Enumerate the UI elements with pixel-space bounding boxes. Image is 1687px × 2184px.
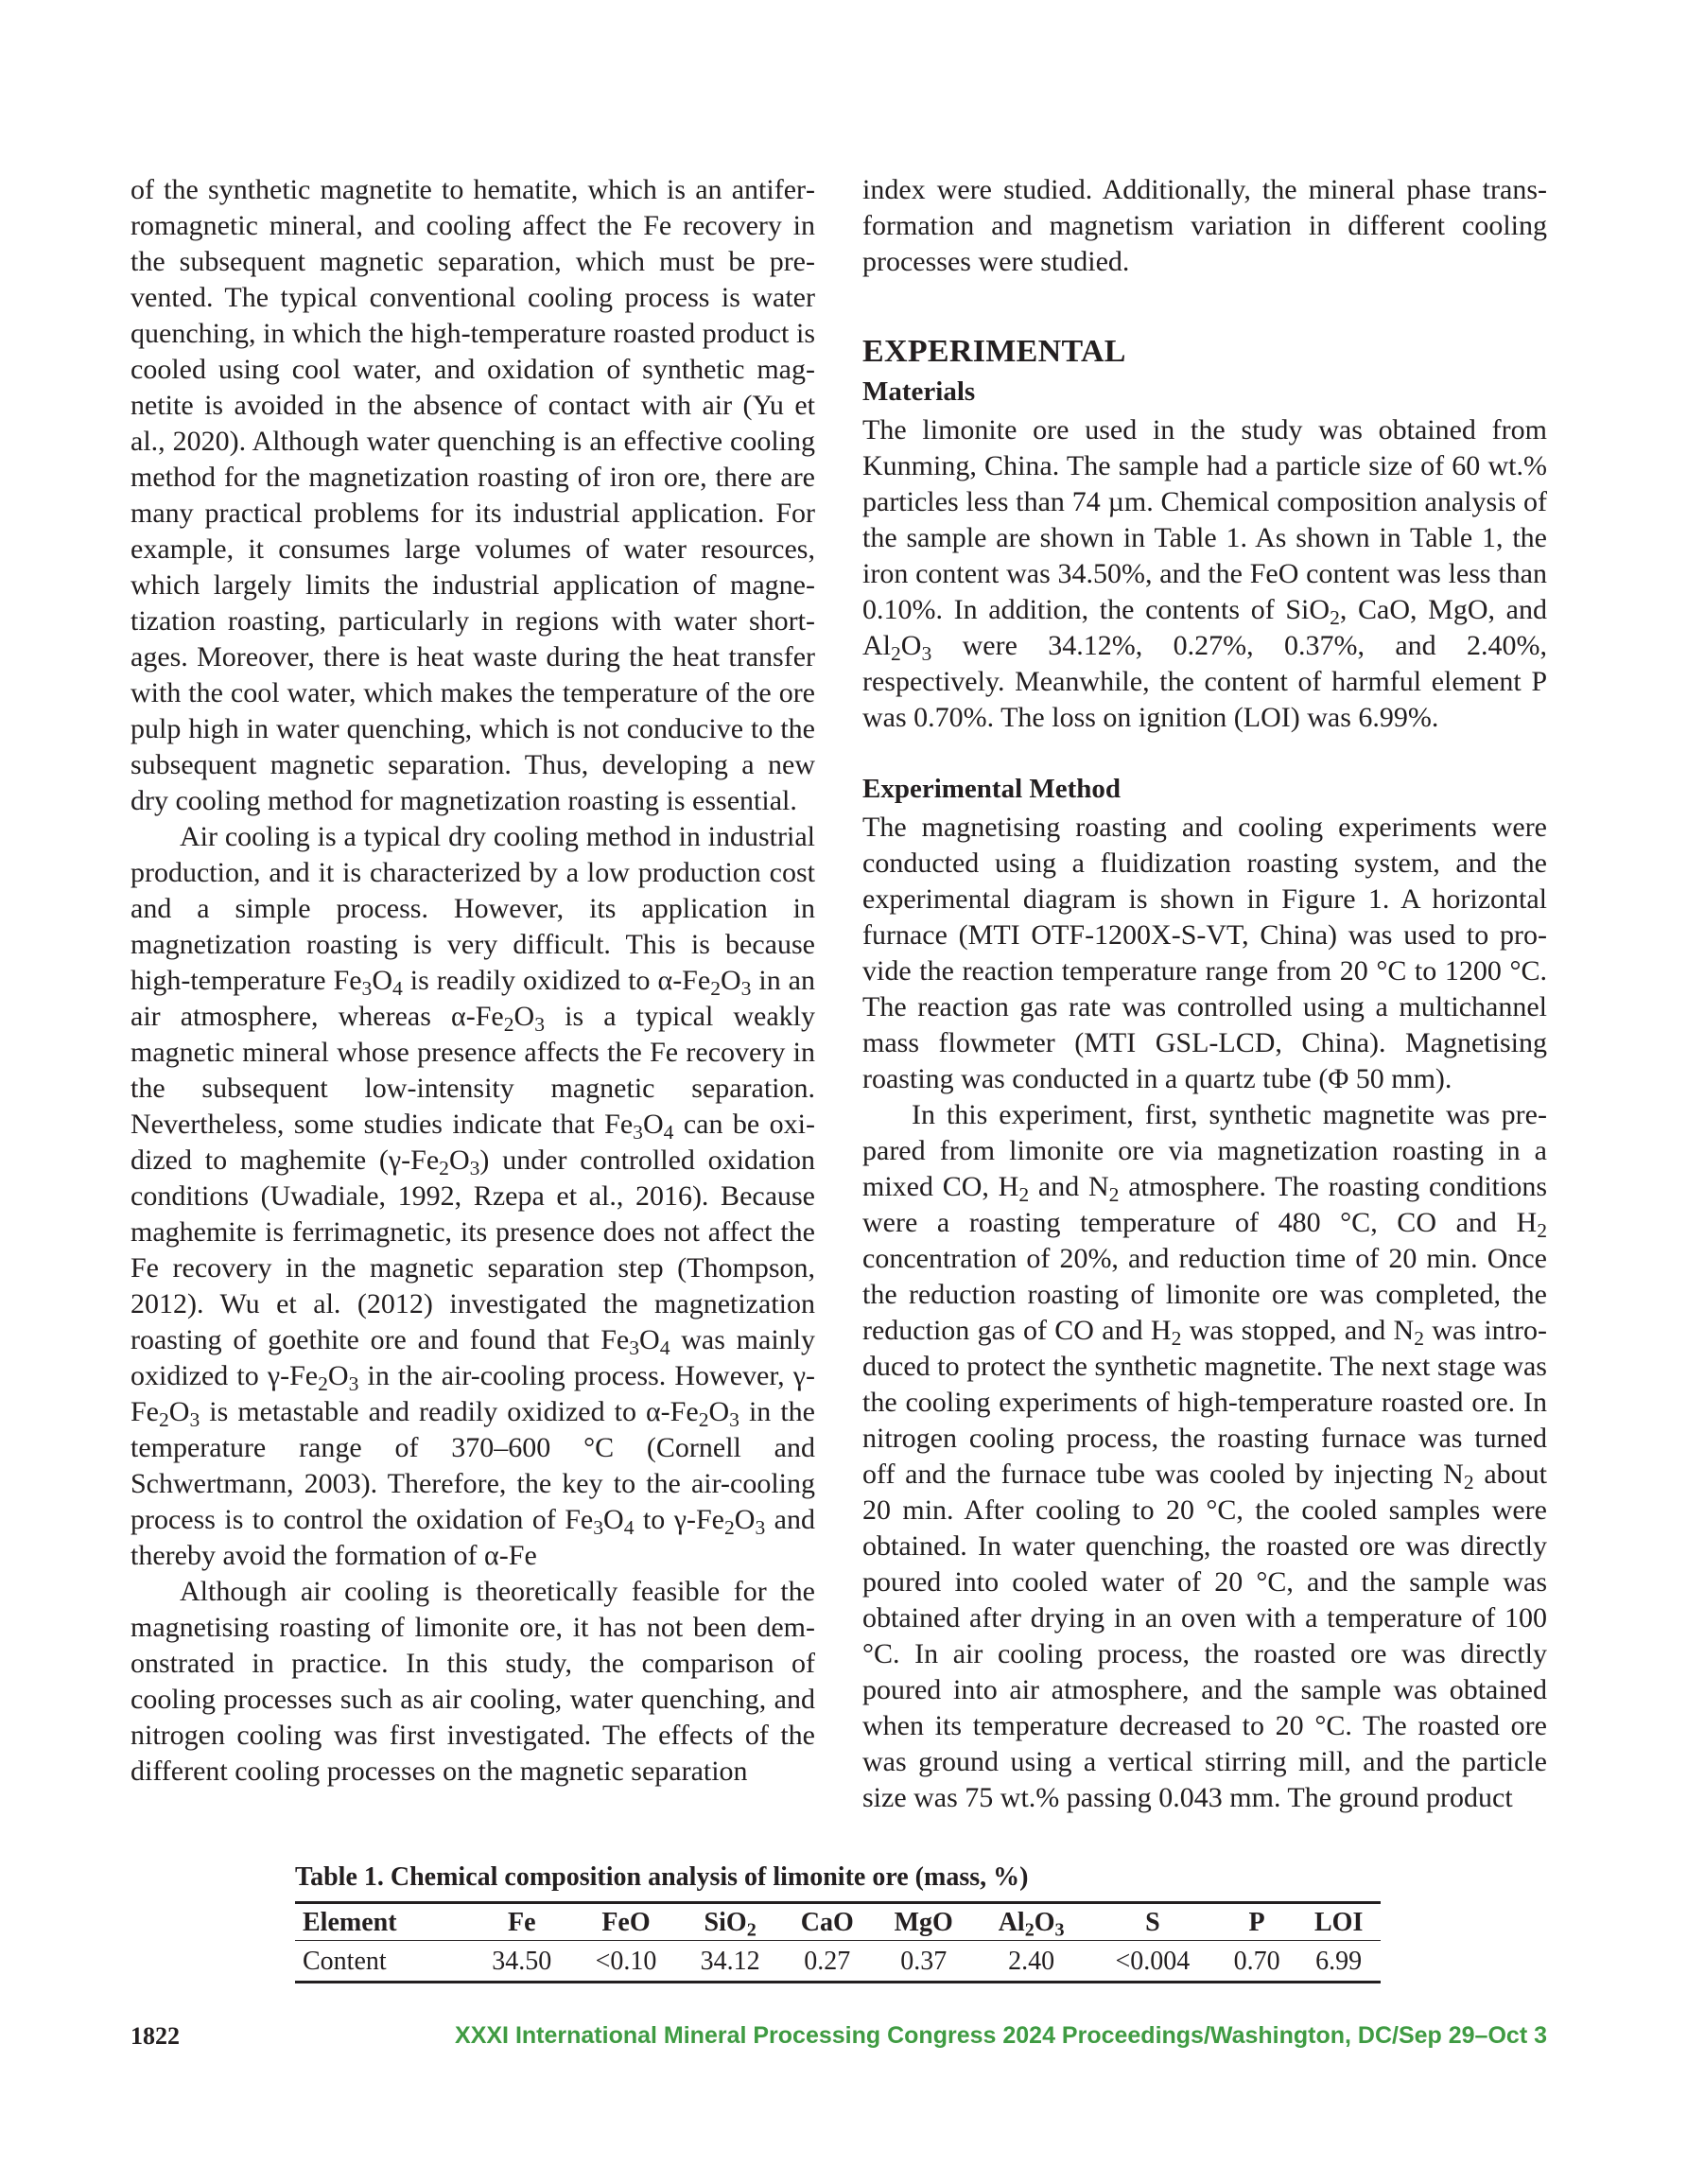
subsection-heading: Experimental Method: [862, 774, 1122, 804]
table-header: $Al_2O_3$: [974, 1903, 1088, 1941]
table-cell: <0.004: [1088, 1941, 1217, 1983]
paragraph: index were studied. Additionally, the mineral phase transformation and magnetism variation in different cooling processes were studied.: [862, 174, 1547, 277]
table-cell: 2.40: [974, 1941, 1088, 1983]
page-number: 1822: [130, 2022, 180, 2050]
table-header: MgO: [873, 1903, 974, 1941]
paragraph: Although air cooling is theoretically feasible for the magnetising roasting of limonite ore, it has not been demonstrated in practice. In this study, the comparison of cooling processes such as air cooling, water quenching, and nitrogen cooling was first investigated. The effects of the different cooling processes on the magnetic separation: [130, 1576, 815, 1787]
paragraph: Air cooling is a typical dry cooling method in industrial production, and it is characterized by a low production cost and a simple process. However, its application in magnetization roasting is very difficult. This is because high-temperature $Fe_3O_4$ is readily oxidized to $\alpha-Fe_2O_3$ in an air atmosphere, whereas $\alpha-Fe_2O_3$ is a typical weakly magnetic mineral whose presence affects the Fe recovery in the subsequent low-intensity magnetic separation. Nevertheless, some studies indicate that $Fe_3O_4$ can be oxidized to maghemite $(\gamma-Fe_2O_3)$ under controlled oxidation conditions (Uwadiale, 1992, Rzepa et al., 2016). Because maghemite is ferrimagnetic, its presence does not affect the Fe recovery in the magnetic separation step (Thompson, 2012). Wu et al. (2012) investigated the magnetization roasting of goethite ore and found that $Fe_3O_4$ was mainly oxidized to $\gamma-Fe_2O_3$ in the air-cooling process. However, $\gamma-Fe_2O_3$ is metastable and readily oxidized to $\alpha-Fe_2O_3$ in the temperature range of 370–600 °C (Cornell and Schwertmann, 2003). Therefore, the key to the air-cooling process is to control the oxidation of $Fe_3O_4$ to $\gamma-Fe_2O_3$ and thereby avoid the formation of α-Fe: [130, 821, 816, 1571]
page-footer: [0, 2022, 1687, 2060]
running-title: XXXI International Mineral Processing Congress 2024 Proceedings/Washington, DC/Sep 29–Oct 3: [455, 2022, 1547, 2049]
composition-table: [295, 1901, 1381, 1983]
table-header: S: [1088, 1903, 1217, 1941]
table-cell: <0.10: [573, 1941, 679, 1983]
table-header: SiO$_2$: [679, 1903, 782, 1941]
table-cell: 0.27: [781, 1941, 873, 1983]
paragraph: The magnetising roasting and cooling experiments were conducted using a fluidization roasting system, and the experimental diagram is shown in Figure 1. A horizontal furnace (MTI OTF-1200X-S-VT, China) was used to provide the reaction temperature range from 20 °C to 1200 °C. The reaction gas rate was controlled using a multichannel mass flowmeter (MTI GSL-LCD, China). Magnetising roasting was conducted in a quartz tube (Φ 50 mm).: [862, 812, 1547, 1094]
table-header: Element: [295, 1903, 470, 1941]
table-cell: 6.99: [1296, 1941, 1381, 1983]
table-cell: Content: [295, 1941, 470, 1983]
table-header: LOI: [1296, 1903, 1381, 1941]
paragraph: In this experiment, first, synthetic magnetite was prepared from limonite ore via magnetization roasting in a mixed CO, $H_2$ and $N_2$ atmosphere. The roasting conditions were a roasting temperature of 480 °C, CO and $H_2$ concentration of 20%, and reduction time of 20 min. Once the reduction roasting of limonite ore was completed, the reduction gas of CO and $H_2$ was stopped, and $N_2$ was introduced to protect the synthetic magnetite. The next stage was the cooling experiments of high-temperature roasted ore. In nitrogen cooling process, the roasting furnace was turned off and the furnace tube was cooled by injecting $N_2$ about 20 min. After cooling to 20 °C, the cooled samples were obtained. In water quenching, the roasted ore was directly poured into cooled water of 20 °C, and the sample was obtained after drying in an oven with a temperature of 100 °C. In air cooling process, the roasted ore was directly poured into air atmosphere, and the sample was obtained when its temperature decreased to 20 °C. The roasted ore was ground using a vertical stirring mill, and the particle size was 75 wt.% passing 0.043 mm. The ground product: [862, 1099, 1547, 1813]
table-cell: 34.12: [679, 1941, 782, 1983]
paragraph: of the synthetic magnetite to hematite, which is an antiferromagnetic mineral, and cooling affect the Fe recovery in the subsequent magnetic separation, which must be prevented. The typical conventional cooling process is water quenching, in which the high-temperature roasted product is cooled using cool water, and oxidation of synthetic magnetite is avoided in the absence of contact with air (Yu et al., 2020). Although water quenching is an effective cooling method for the magnetization roasting of iron ore, there are many practical problems for its industrial application. For example, it consumes large volumes of water resources, which largely limits the industrial application of magnetization roasting, particularly in regions with water shortages. Moreover, there is heat waste during the heat transfer with the cool water, which makes the temperature of the ore pulp high in water quenching, which is not conducive to the subsequent magnetic separation. Thus, developing a new dry cooling method for magnetization roasting is essential.: [130, 174, 815, 816]
table-header: CaO: [781, 1903, 873, 1941]
subsection-heading: Materials: [862, 376, 976, 407]
table-row: [295, 1941, 1381, 1983]
table-header: Fe: [470, 1903, 573, 1941]
right-column: [862, 172, 1547, 1816]
table-header: FeO: [573, 1903, 679, 1941]
table-1: [295, 1861, 1381, 1983]
section-heading: EXPERIMENTAL: [862, 334, 1126, 369]
table-header: P: [1217, 1903, 1297, 1941]
left-column: [130, 172, 815, 1790]
table-cell: 0.70: [1217, 1941, 1297, 1983]
table-header-row: [295, 1903, 1381, 1941]
paragraph: The limonite ore used in the study was obtained from Kunming, China. The sample had a particle size of 60 wt.% particles less than 74 µm. Chemical composition analysis of the sample are shown in Table 1. As shown in Table 1, the iron content was 34.50%, and the FeO content was less than 0.10%. In addition, the contents of SiO$_2$, CaO, MgO, and $Al_2O_3$ were 34.12%, 0.27%, 0.37%, and 2.40%, respectively. Meanwhile, the content of harmful element P was 0.70%. The loss on ignition (LOI) was 6.99%.: [862, 414, 1547, 733]
table-cell: 34.50: [470, 1941, 573, 1983]
table-caption: Table 1. Chemical composition analysis of limonite ore (mass, %): [295, 1862, 1029, 1892]
table-cell: 0.37: [873, 1941, 974, 1983]
